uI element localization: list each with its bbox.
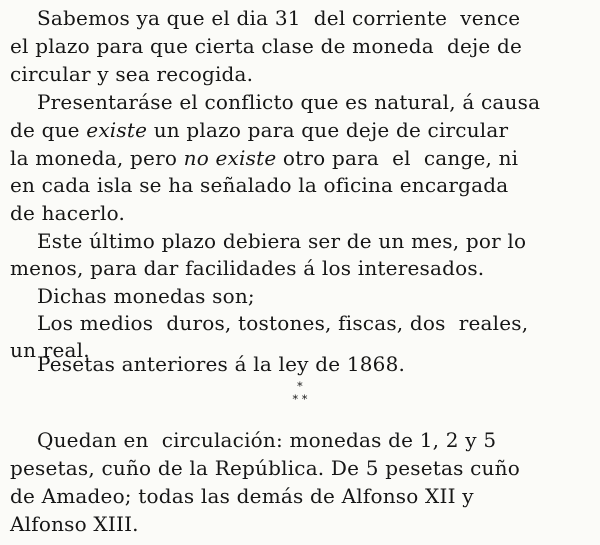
text-line — [10, 483, 600, 509]
text-span: la moneda, pero — [10, 146, 184, 170]
text-span: de hacerlo. — [10, 201, 126, 225]
text-line — [10, 200, 600, 226]
text-line — [37, 283, 600, 309]
text-span: Quedan en circulación: monedas de 1, 2 y 5 — [37, 428, 497, 452]
text-line — [10, 255, 600, 281]
text-span: Este último plazo debiera ser de un mes, por lo — [37, 229, 527, 253]
text-line — [10, 172, 600, 198]
text-line — [10, 61, 600, 87]
text-line — [37, 228, 600, 254]
text-span: Presentaráse el conflicto que es natural, á causa — [37, 90, 541, 114]
text-span: un real. — [10, 338, 90, 362]
text-line — [10, 33, 600, 59]
text-line — [10, 117, 600, 143]
text-span: en cada isla se ha señalado la oficina encargada — [10, 173, 509, 197]
text-line — [37, 5, 600, 31]
text-span: Alfonso XIII. — [10, 512, 139, 536]
text-span: un plazo para que deje de circular — [147, 118, 509, 142]
text-line — [10, 511, 600, 537]
italic-text-span: no existe — [183, 146, 277, 170]
text-span: Sabemos ya que el dia 31 del corriente vence — [37, 6, 521, 30]
text-line — [10, 145, 600, 171]
text-span: otro para el cange, ni — [276, 146, 519, 170]
text-span: pesetas, cuño de la República. De 5 pesetas cuño — [10, 456, 520, 480]
text-line — [10, 455, 600, 481]
text-span: Dichas monedas son; — [37, 284, 255, 308]
text-span: de que — [10, 118, 87, 142]
star-icon: * * — [292, 393, 308, 406]
text-line — [37, 427, 600, 453]
text-line — [37, 89, 600, 115]
text-span: de Amadeo; todas las demás de Alfonso XII y — [10, 484, 474, 508]
text-line — [37, 310, 600, 336]
text-span: el plazo para que cierta clase de moneda deje de — [10, 34, 523, 58]
italic-text-span: existe — [86, 118, 148, 142]
text-span: Pesetas anteriores á la ley de 1868. — [37, 352, 406, 376]
star-icon: * — [297, 380, 303, 393]
text-line — [37, 351, 600, 377]
text-span: Los medios duros, tostones, fiscas, dos reales, — [37, 311, 529, 335]
asterism-separator — [270, 380, 330, 420]
text-span: circular y sea recogida. — [10, 62, 254, 86]
text-span: menos, para dar facilidades á los interesados. — [10, 256, 485, 280]
